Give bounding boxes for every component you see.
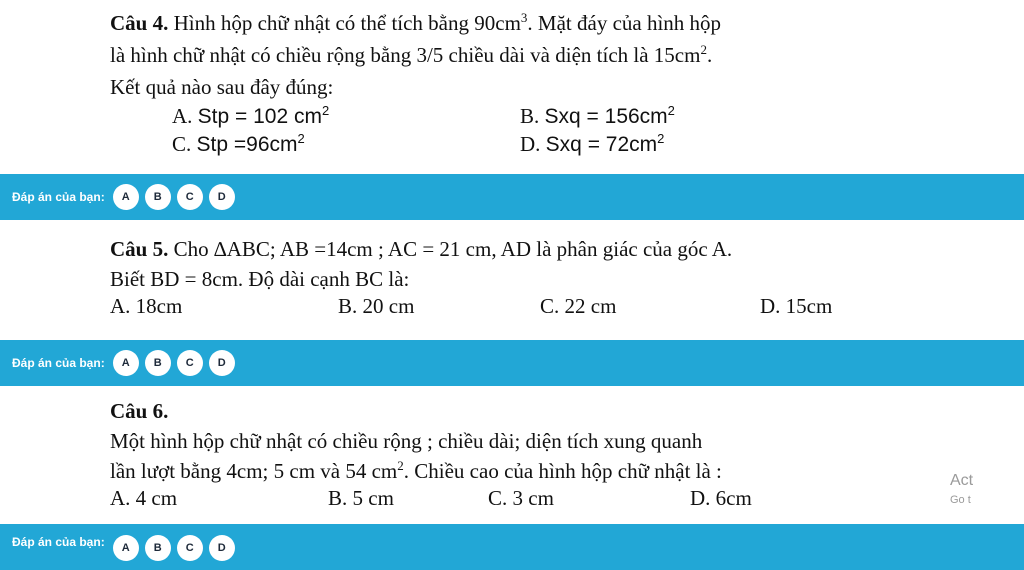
q6-option-d: D. 6cm <box>690 486 752 510</box>
q6-label: Câu 6. <box>110 399 169 423</box>
q4-option-a: A. Stp = 102 $cm^2$ <box>172 103 330 128</box>
q4-choice-d-button[interactable]: D <box>209 184 235 210</box>
q4-line2: là hình chữ nhật có chiều rộng bằng 3/5 chiều dài và diện tích là $15cm^2$. <box>110 42 713 67</box>
q4-option-c: C. Stp $=96cm^2$ <box>172 131 305 156</box>
answer-bar-q5 <box>0 340 1024 386</box>
watermark-line2: Go t <box>950 494 971 506</box>
q4-label: Câu 4. <box>110 11 169 35</box>
q6-option-b: B. 5 cm <box>328 486 394 510</box>
q6-choice-a-button[interactable]: A <box>113 535 139 561</box>
q5-label: Câu 5. <box>110 237 169 261</box>
q5-choice-d-button[interactable]: D <box>209 350 235 376</box>
answer-bar-q4 <box>0 174 1024 220</box>
q6-option-c: C. 3 cm <box>488 486 554 510</box>
q5-option-d: D. 15cm <box>760 294 833 318</box>
answer-bar-q6 <box>0 524 1024 570</box>
q5-line2: Biết BD = 8cm. Độ dài cạnh BC là: <box>110 267 410 291</box>
q5-choice-b-button[interactable]: B <box>145 350 171 376</box>
q4-line1: Câu 4. Hình hộp chữ nhật có thể tích bằng $90cm^3$. Mặt đáy của hình hộp <box>110 10 722 35</box>
q4-choice-c-button[interactable]: C <box>177 184 203 210</box>
q4-option-b: B. Sxq = $156cm^2$ <box>520 103 675 128</box>
q6-line1: Một hình hộp chữ nhật có chiều rộng ; chiều dài; diện tích xung quanh <box>110 429 703 453</box>
q5-option-b: B. 20 cm <box>338 294 415 318</box>
watermark-line1: Act <box>950 472 974 489</box>
q5-choice-a-button[interactable]: A <box>113 350 139 376</box>
q6-line2: lần lượt bằng 4cm; 5 cm và 54 $cm^2$. Chiều cao của hình hộp chữ nhật là : <box>110 458 722 483</box>
q5-option-c: C. 22 cm <box>540 294 617 318</box>
q4-choice-a-button[interactable]: A <box>113 184 139 210</box>
q6-choice-c-button[interactable]: C <box>177 535 203 561</box>
q4-line3: Kết quả nào sau đây đúng: <box>110 75 334 99</box>
q6-option-a: A. 4 cm <box>110 486 178 510</box>
q5-choice-c-button[interactable]: C <box>177 350 203 376</box>
q6-choice-b-button[interactable]: B <box>145 535 171 561</box>
answer-bar-label: Đáp án của bạn: <box>12 356 105 370</box>
q5-line1: Câu 5. Cho ∆ABC; AB =14cm ; AC = 21 cm, AD là phân giác của góc A. <box>110 237 733 261</box>
q6-label-line <box>110 398 168 424</box>
q5-option-a: A. 18cm <box>110 294 183 318</box>
q4-option-d: D. Sxq = $72cm^2$ <box>520 131 665 156</box>
answer-bar-label: Đáp án của bạn: <box>12 535 105 549</box>
q6-choice-d-button[interactable]: D <box>209 535 235 561</box>
answer-bar-label: Đáp án của bạn: <box>12 190 105 204</box>
q4-choice-b-button[interactable]: B <box>145 184 171 210</box>
